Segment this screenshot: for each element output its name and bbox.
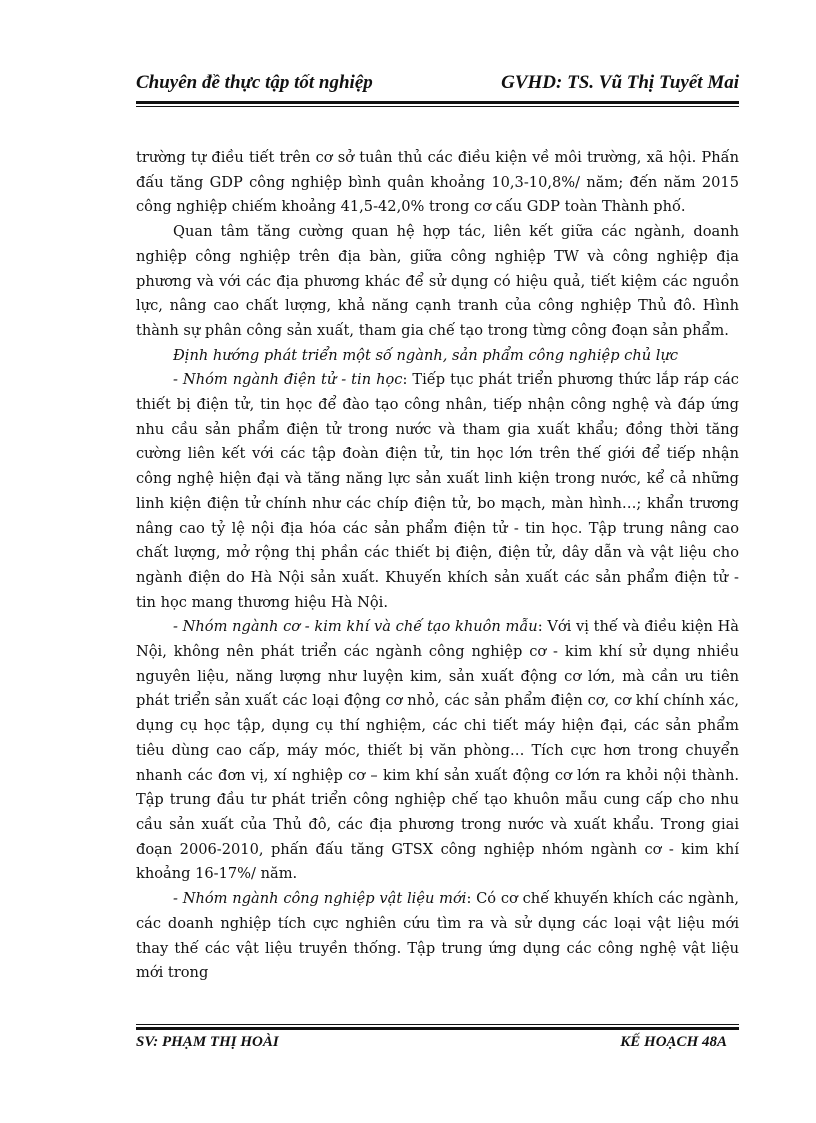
page-header bbox=[136, 70, 739, 100]
paragraph-continuation: trường tự điều tiết trên cơ sở tuân thủ các điều kiện về môi trường, xã hội. Phấn đấu tăng GDP công nghiệp bình quân khoảng 10,3-10,8%/ năm; đến năm 2015 công nghiệp chiếm khoảng 41,5-42,0% trong cơ cấu GDP toàn Thành phố. bbox=[136, 149, 739, 216]
materials-label: - Nhóm ngành công nghiệp vật liệu mới bbox=[173, 890, 467, 908]
footer-rule-thin bbox=[136, 1024, 739, 1025]
materials-text: : Có cơ chế khuyến khích các ngành, các doanh nghiệp tích cực nghiên cứu tìm ra và sử dụng các loại vật liệu mới thay thế các vật liệu truyền thống. Tập trung ứng dụng các công nghệ vật liệu mới trong bbox=[136, 890, 739, 982]
header-course-title: Chuyên đề thực tập tốt nghiệp bbox=[136, 72, 373, 93]
paragraph-electronics bbox=[136, 368, 739, 615]
paragraph-cooperation: Quan tâm tăng cường quan hệ hợp tác, liên kết giữa các ngành, doanh nghiệp công nghiệp trên địa bàn, giữa công nghiệp TW và công nghiệp địa phương và với các địa phương khác để sử dụng có hiệu quả, tiết kiệm các nguồn lực, nâng cao chất lượng, khả năng cạnh tranh của công nghiệp Thủ đô. Hình thành sự phân công sản xuất, tham gia chế tạo trong từng công đoạn sản phẩm. bbox=[136, 223, 739, 339]
footer-student: SV: PHẠM THỊ HOÀI bbox=[136, 1034, 279, 1050]
footer-class: KẾ HOẠCH 48A bbox=[620, 1034, 727, 1050]
paragraph-materials bbox=[136, 887, 739, 986]
mechanical-label: - Nhóm ngành cơ - kim khí và chế tạo khuôn mẫu bbox=[173, 618, 538, 636]
mechanical-text: : Với vị thế và điều kiện Hà Nội, không nên phát triển các ngành công nghiệp cơ - kim khí sử dụng nhiều nguyên liệu, năng lượng như luyện kim, sản xuất động cơ lớn, mà cần ưu tiên phát triển sản xuất các loại động cơ nhỏ, các sản phẩm điện cơ, cơ khí chính xác, dụng cụ học tập, dụng cụ thí nghiệm, các chi tiết máy hiện đại, các sản phẩm tiêu dùng cao cấp, máy móc, thiết bị văn phòng… Tích cực hơn trong chuyển nhanh các đơn vị, xí nghiệp cơ – kim khí sản xuất động cơ lớn ra khỏi nội thành. Tập trung đầu tư phát triển công nghiệp chế tạo khuôn mẫu cung cấp cho nhu cầu sản xuất của Thủ đô, các địa phương trong nước và xuất khẩu. Trong giai đoạn 2006-2010, phấn đấu tăng GTSX công nghiệp nhóm ngành cơ - kim khí khoảng 16-17%/ năm. bbox=[136, 618, 739, 883]
electronics-label: - Nhóm ngành điện tử - tin học bbox=[173, 371, 403, 389]
paragraph-mechanical bbox=[136, 615, 739, 887]
section-heading: Định hướng phát triển một số ngành, sản phẩm công nghiệp chủ lực bbox=[173, 346, 679, 364]
header-rule-thin bbox=[136, 106, 739, 107]
page-footer bbox=[136, 1031, 739, 1057]
body-text bbox=[136, 146, 739, 986]
footer-rule-thick bbox=[136, 1027, 739, 1030]
header-supervisor: GVHD: TS. Vũ Thị Tuyết Mai bbox=[501, 72, 739, 93]
electronics-text: : Tiếp tục phát triển phương thức lắp ráp các thiết bị điện tử, tin học để đào tạo công nhân, tiếp nhận công nghệ và đáp ứng nhu cầu sản phẩm điện tử trong nước và tham gia xuất khẩu; đồng thời tăng cường liên kết với các tập đoàn điện tử, tin học lớn trên thế giới để tiếp nhận công nghệ hiện đại và tăng năng lực sản xuất linh kiện trong nước, kể cả những linh kiện điện tử chính như các chíp điện tử, bo mạch, màn hình…; khẩn trương nâng cao tỷ lệ nội địa hóa các sản phẩm điện tử - tin học. Tập trung nâng cao chất lượng, mở rộng thị phần các thiết bị điện, điện tử, dây dẫn và vật liệu cho ngành điện do Hà Nội sản xuất. Khuyến khích sản xuất các sản phẩm điện tử - tin học mang thương hiệu Hà Nội. bbox=[136, 371, 739, 611]
header-rule-thick bbox=[136, 101, 739, 104]
